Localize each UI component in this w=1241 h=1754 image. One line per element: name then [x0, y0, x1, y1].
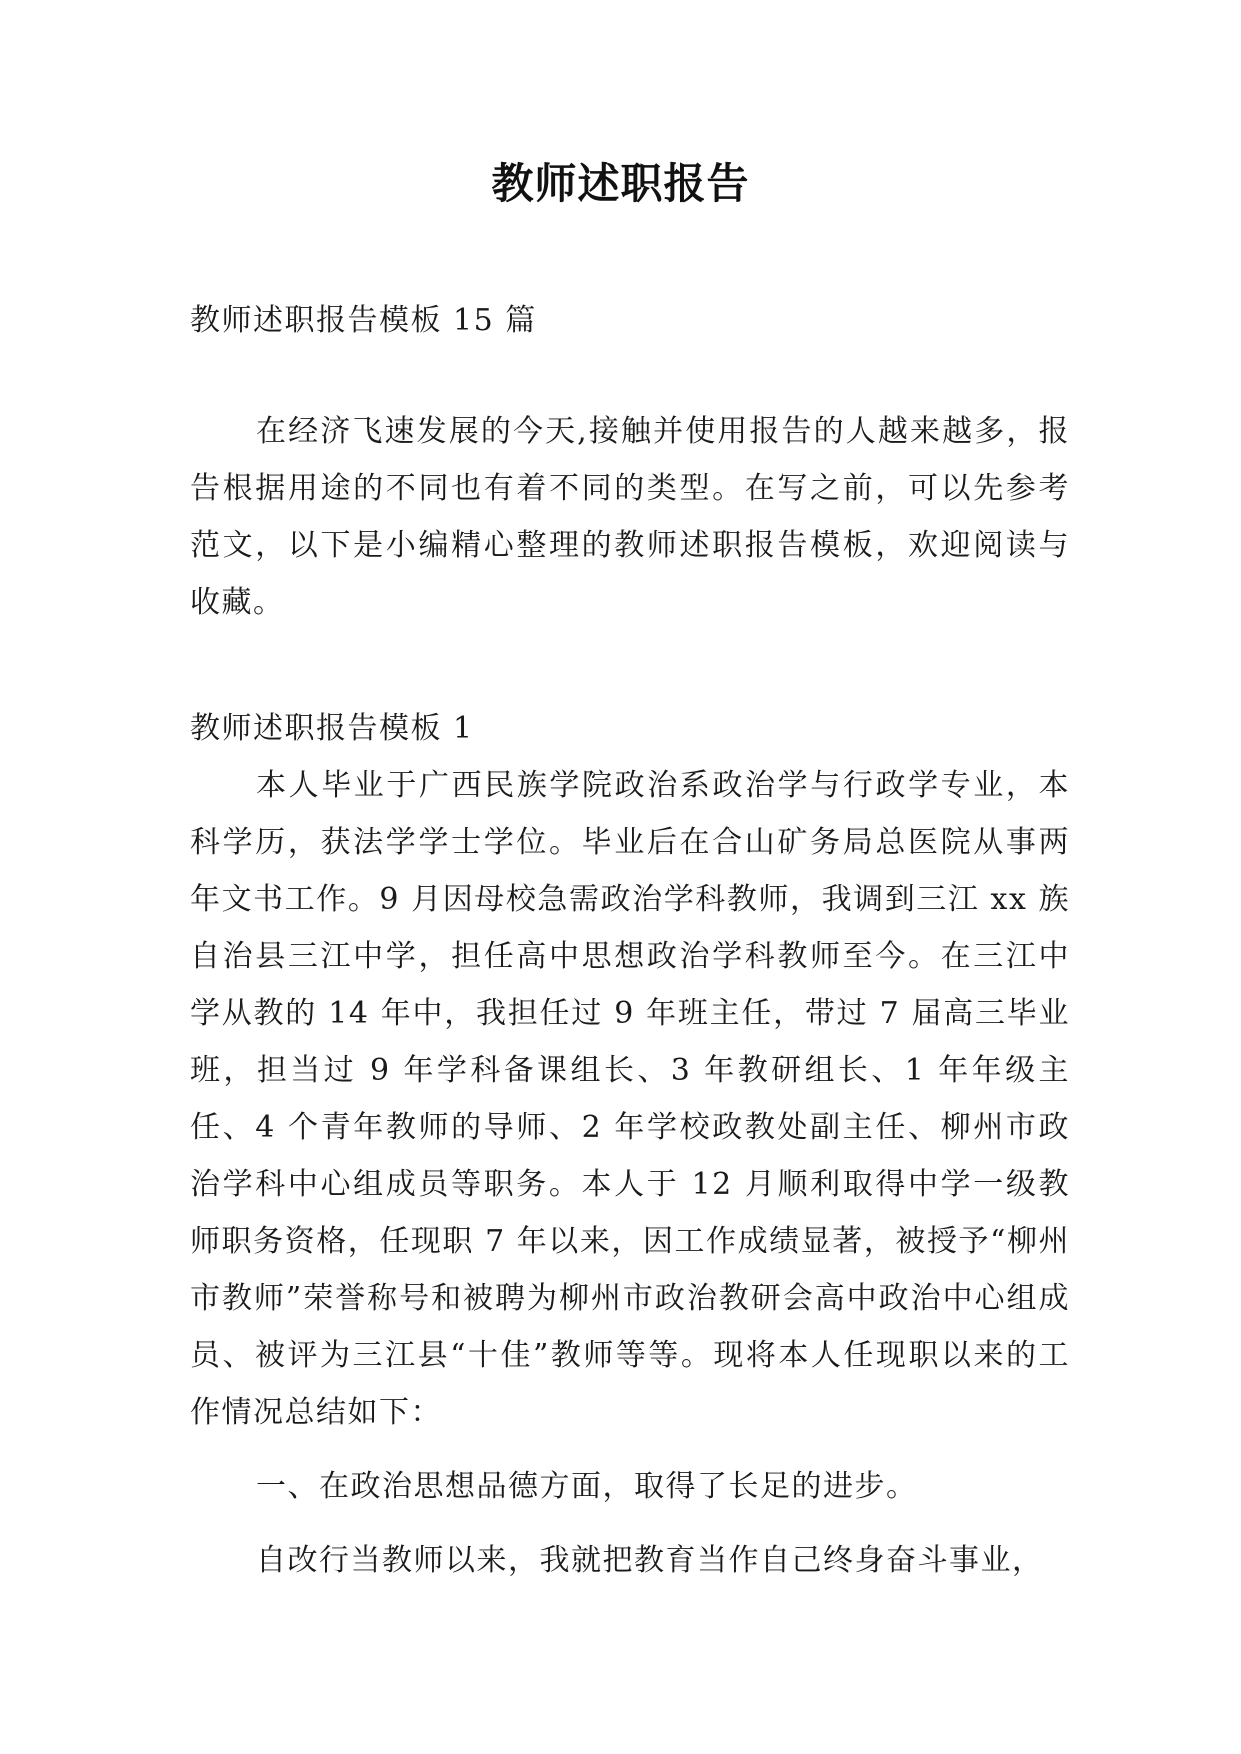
document-title: 教师述职报告 [491, 159, 750, 208]
body-paragraph: 本人毕业于广西民族学院政治系政治学与行政学专业，本科学历，获法学学士学位。毕业后在合山矿务局总医院从事两年文书工作。9 月因母校急需政治学科教师，我调到三江 xx 族自治县三江中学，担任高中思想政治学科教师至今。在三江中学从教的 14 年中，我担任过 9 年班主任，带过 7 届高三毕业班，担当过 9 年学科备课组长、3 年教研组长、1 年年级主任、4 个青年教师的导师、2 年学校政教处副主任、柳州市政治学科中心组成员等职务。本人于 12 月顺利取得中学一级教师职务资格，任现职 7 年以来，因工作成绩显著，被授予“柳州市教师”荣誉称号和被聘为柳州市政治教研会高中政治中心组成员、被评为三江县“十佳”教师等等。现将本人任现职以来的工作情况总结如下： [190, 768, 1070, 1430]
section-heading: 教师述职报告模板 1 [190, 711, 474, 746]
intro-paragraph: 在经济飞速发展的今天,接触并使用报告的人越来越多，报告根据用途的不同也有着不同的类型。在写之前，可以先参考范文，以下是小编精心整理的教师述职报告模板，欢迎阅读与收藏。 [190, 414, 1070, 620]
body-paragraph-continued: 自改行当教师以来，我就把教育当作自己终身奋斗事业， [256, 1543, 1044, 1578]
list-item-heading: 一、在政治思想品德方面，取得了长足的进步。 [256, 1469, 918, 1504]
document-subtitle: 教师述职报告模板 15 篇 [190, 303, 537, 338]
